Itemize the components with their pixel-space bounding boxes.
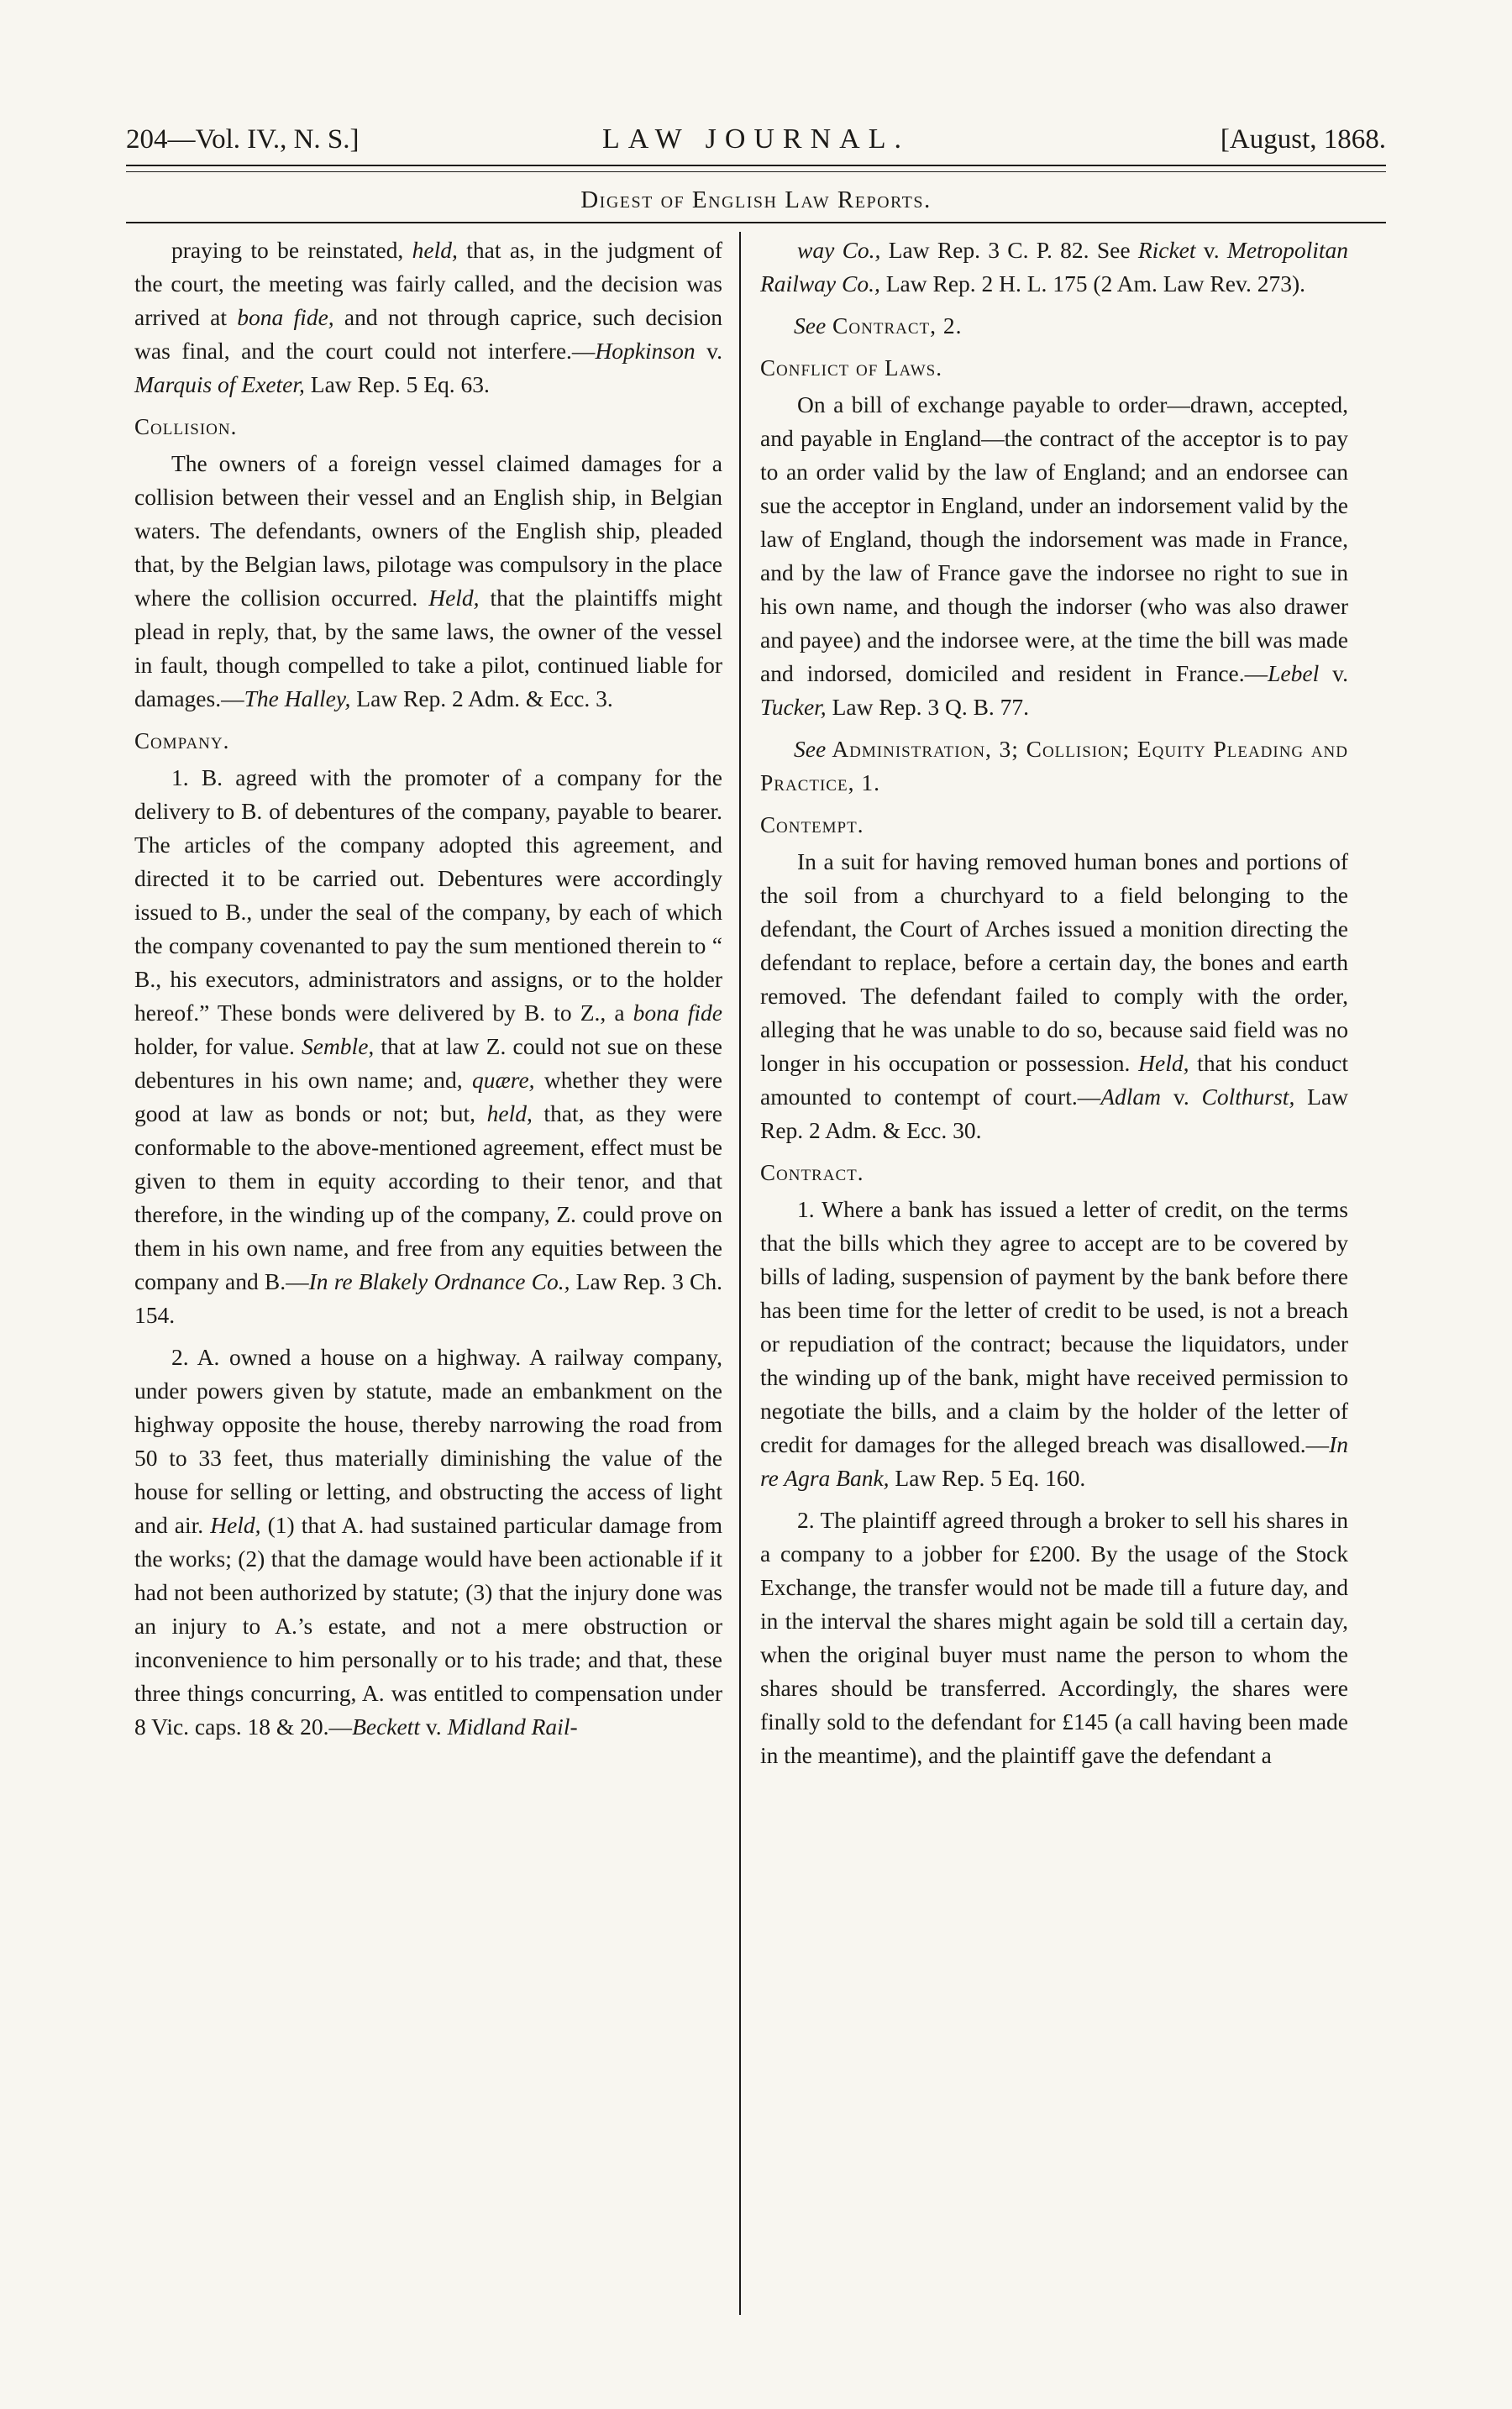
contract-entry-1: 1. Where a bank has issued a letter of credit, on the terms that the bills which they agree to accept are to be covered by bills of lading, suspension of payment by the bank before there has been time for the letter of credit to be used, is not a breach or repudiation of the contract; because the liquidators, under the winding up of the bank, might have received permission to negotiate the bills, and a claim by the holder of the letter of credit for damages for the alleged breach was disallowed.—In re Agra Bank, Law Rep. 5 Eq. 160.	[760, 1196, 1348, 1491]
right-column	[760, 234, 1348, 2325]
heading-contract: Contract.	[760, 1160, 864, 1185]
column-divider	[739, 232, 741, 2315]
issue-date: [August, 1868.	[1220, 124, 1386, 155]
beckett-continuation: way Co., Law Rep. 3 C. P. 82. See Ricket v. Metropolitan Railway Co., Law Rep. 2 H. L. 175 (2 Am. Law Rev. 273).	[760, 237, 1349, 297]
heading-contempt: Contempt.	[760, 812, 864, 837]
see-contract-reference: See Contract, 2.	[794, 312, 963, 339]
company-entry-1: 1. B. agreed with the promoter of a company for the delivery to B. of debentures of the company, payable to bearer. The articles of the company adopted this agreement, and directed it to be carried out. Debentures were accordingly issued to B., under the seal of the company, by each of which the company covenanted to pay the sum mentioned therein to “ B., his executors, administrators and assigns, or to the holder hereof.” These bonds were delivered by B. to Z., a bona fide holder, for value. Semble, that at law Z. could not sue on these debentures in his own name; and, quære, whether they were good at law as bonds or not; but, held, that, as they were conformable to the above-mentioned agreement, effect must be given to them in equity according to their tenor, and that therefore, in the winding up of the company, Z. could prove on them in his own name, and free from any equities between the company and B.—In re Blakely Ordnance Co., Law Rep. 3 Ch. 154.	[134, 764, 723, 1328]
heading-company: Company.	[134, 728, 230, 753]
heading-collision: Collision.	[134, 414, 238, 439]
company-entry-2: 2. A. owned a house on a highway. A railway company, under powers given by statute, made an embankment on the highway opposite the house, thereby narrowing the road from 50 to 33 feet, thus materially diminishing the value of the house for selling or letting, and obstructing the access of light and air. Held, (1) that A. had sustained particular damage from the works; (2) that the damage would have been actionable if it had not been authorized by statute; (3) that the injury done was an injury to A.’s estate, and not a mere obstruction or inconvenience to him personally or to his trade; and that, these three things concurring, A. was entitled to compensation under 8 Vic. caps. 18 & 20.—Beckett v. Midland Rail-	[134, 1344, 723, 1740]
page-number-volume: 204—Vol. IV., N. S.]	[126, 124, 360, 155]
hopkinson-entry: praying to be reinstated, held, that as, in the judgment of the court, the meeting was fairly called, and the decision was arrived at bona fide, and not through caprice, such decision was final, and the court could not interfere.—Hopkinson v. Marquis of Exeter, Law Rep. 5 Eq. 63.	[134, 237, 723, 397]
heading-conflict-of-laws: Conflict of Laws.	[760, 355, 942, 381]
contract-entry-2: 2. The plaintiff agreed through a broker to sell his shares in a company to a jobber for £200. By the usage of the Stock Exchange, the transfer would not be made till a future day, and in the interval the shares might again be sold till a certain day, when the original buyer must name the person to whom the shares should be transferred. Accordingly, the shares were finally sold to the defendant for £145 (a call having been made in the meantime), and the plaintiff gave the defendant a	[760, 1507, 1348, 1768]
section-rule	[126, 222, 1386, 223]
left-column	[134, 234, 722, 2325]
collision-entry: The owners of a foreign vessel claimed damages for a collision between their vessel and an English ship, in Belgian waters. The defendants, owners of the English ship, pleaded that, by the Belgian laws, pilotage was compulsory in the place where the collision occurred. Held, that the plaintiffs might plead in reply, that, by the same laws, the owner of the vessel in fault, though compelled to take a pilot, continued liable for damages.—The Halley, Law Rep. 2 Adm. & Ecc. 3.	[134, 450, 722, 711]
running-head	[126, 119, 1386, 160]
contempt-entry: In a suit for having removed human bones and portions of the soil from a churchyard to a field belonging to the defendant, the Court of Arches issued a monition directing the defendant to replace, before a certain day, the bones and earth removed. The defendant failed to comply with the order, alleging that he was unable to do so, because said field was no longer in his occupation or possession. Held, that his conduct amounted to contempt of court.—Adlam v. Colthurst, Law Rep. 2 Adm. & Ecc. 30.	[760, 848, 1349, 1143]
header-double-rule	[126, 165, 1386, 172]
conflict-entry: On a bill of exchange payable to order—drawn, accepted, and payable in England—the contract of the acceptor is to pay to an order valid by the law of England; and an endorsee can sue the acceptor in England, under an indorsement valid by the law of England, though the indorsement was made in France, and by the law of France gave the indorsee no right to sue in his own name, and though the indorser (who was also drawer and payee) and the indorsee were, at the time the bill was made and indorsed, domiciled and resident in France.—Lebel v. Tucker, Law Rep. 3 Q. B. 77.	[760, 391, 1348, 720]
journal-title: LAW JOURNAL.	[602, 123, 910, 155]
see-administration-reference: See Administration, 3; Collision; Equity Pleading and Practice, 1.	[760, 736, 1348, 795]
section-title: Digest of English Law Reports.	[580, 186, 932, 213]
